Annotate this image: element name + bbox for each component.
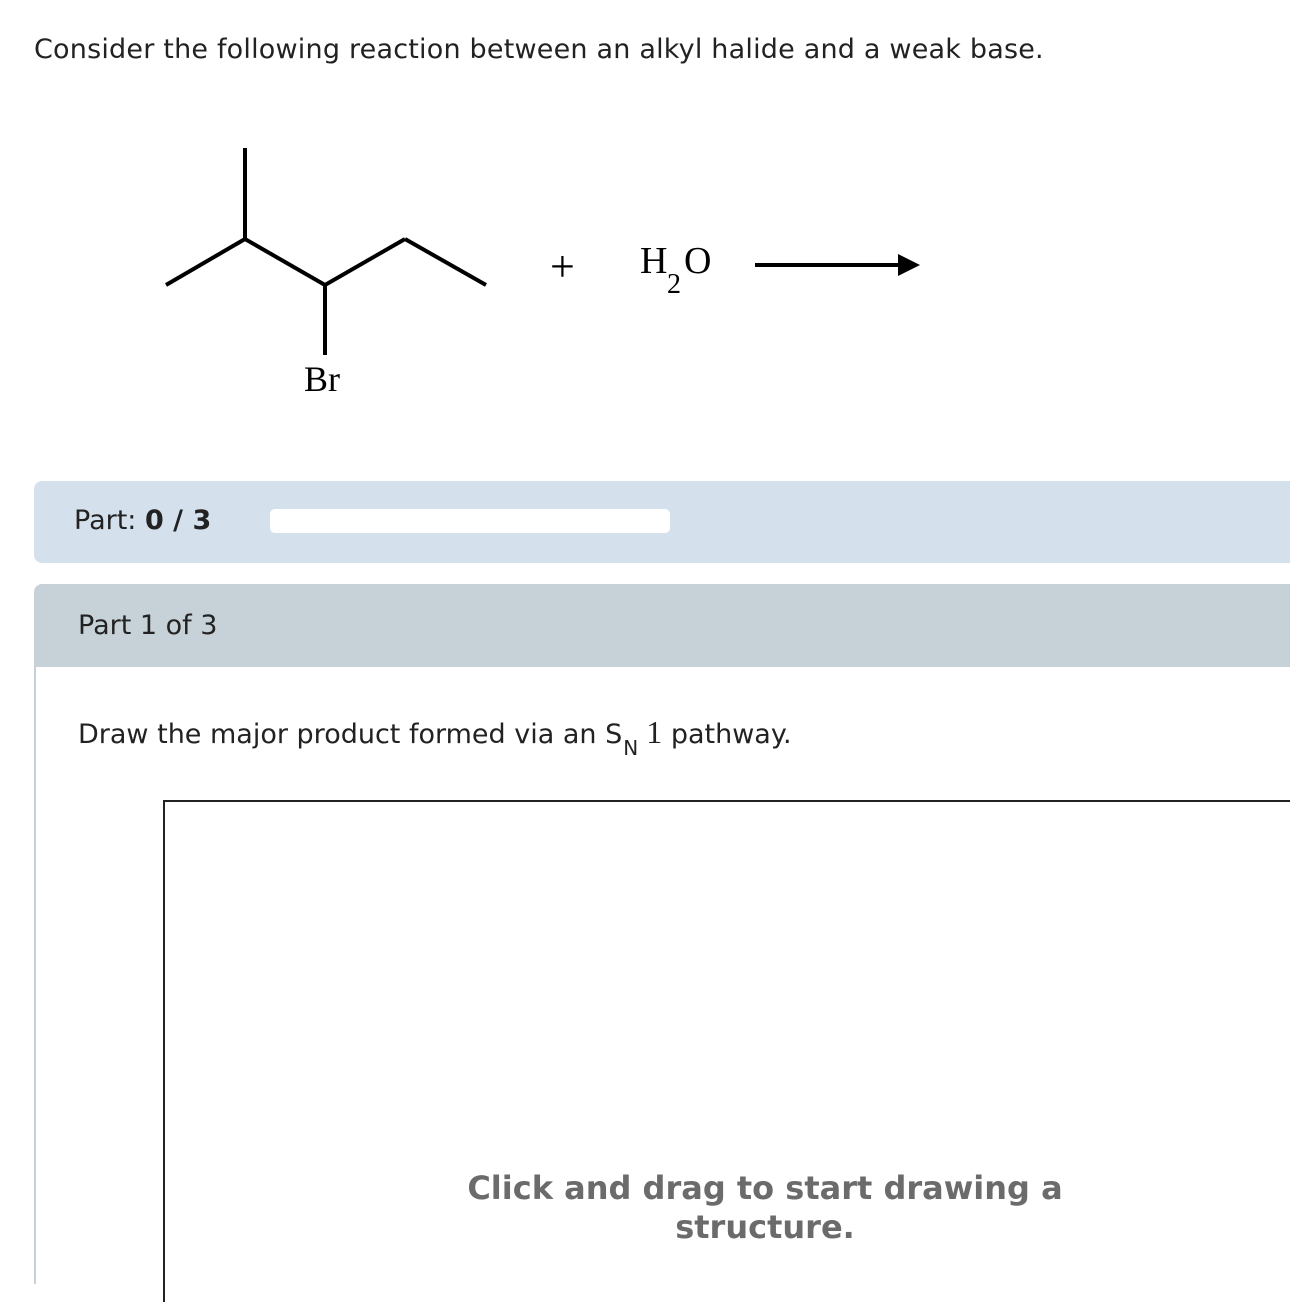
canvas-hint: Click and drag to start drawing a structure. [467,1169,1063,1246]
reagent-h: H [640,240,668,282]
part-instruction [78,714,792,760]
instruction-number: 1 [646,714,663,750]
part-card [34,584,1290,1284]
bond-c4-c5 [405,239,486,285]
instruction-suffix: pathway. [670,719,792,750]
reaction-arrow [755,254,920,276]
part-progress-value: 0 / 3 [145,505,212,536]
alkyl-halide-skeleton [166,148,486,355]
bond-c2-c3 [245,239,325,285]
progress-track [270,509,670,533]
question-text: Consider the following reaction between an alkyl halide and a weak base. [34,34,1044,65]
instruction-prefix: Draw the major product formed via an S [78,719,623,750]
reagent-o: O [684,240,712,282]
reaction-scheme [0,0,1290,460]
bond-methyl-left [166,239,245,285]
part-progress-bar [34,481,1290,563]
reaction-diagram [0,0,1290,460]
part-label-text: Part: [74,505,137,536]
part-progress-label [74,505,211,536]
bromine-label: Br [304,359,340,399]
plus-sign: + [550,242,575,291]
part-header [36,584,1290,667]
part-header-text: Part 1 of 3 [78,610,218,641]
drawing-canvas[interactable] [163,800,1290,1302]
bond-c3-c4 [325,239,405,285]
instruction-subscript: N [623,736,639,760]
reagent-subscript: 2 [667,269,681,300]
